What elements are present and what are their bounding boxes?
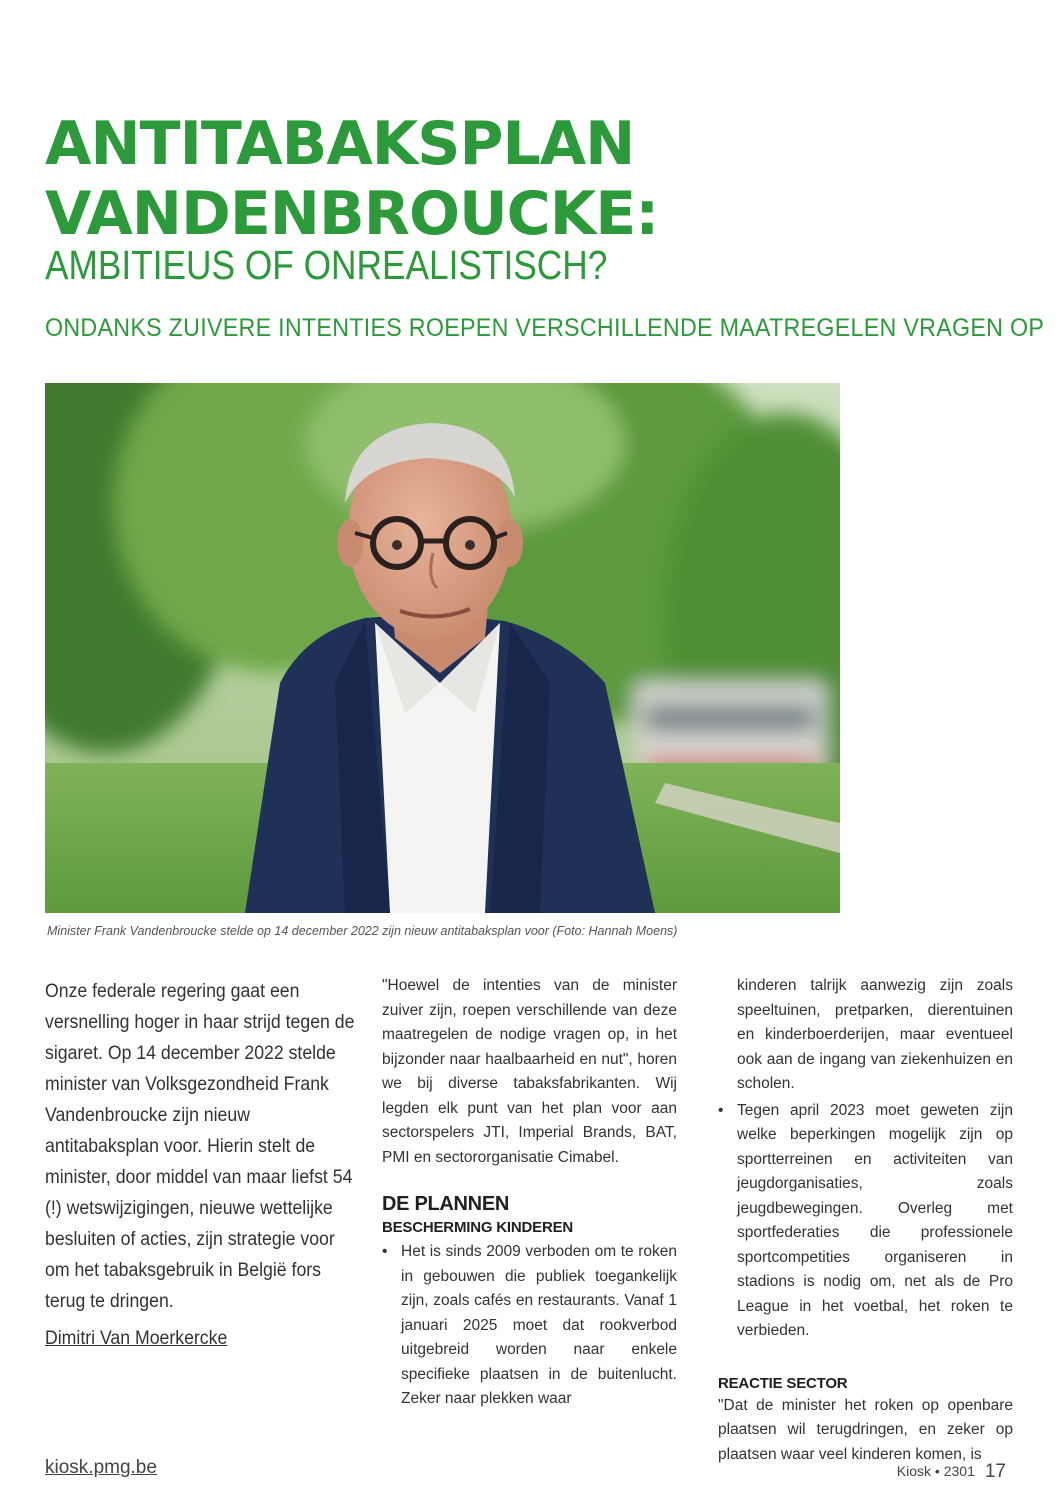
list-item-text: Tegen april 2023 moet geweten zijn welke beperkingen mogelijk zijn op sportterreinen en activiteiten van jeugdorganisaties, zoals jeugdbewegingen. Overleg met sportfederaties die professionele sportcompetities organiseren in stadions is nodig om, net als de Pro League in het voetbal, het roken te verbieden. bbox=[737, 1101, 1013, 1339]
plans-list-continued bbox=[718, 1099, 1013, 1344]
website-link[interactable]: kiosk.pmg.be bbox=[45, 1457, 157, 1478]
subheading-reactie-sector: REACTIE SECTOR bbox=[718, 1374, 848, 1392]
bullet-icon: • bbox=[382, 1243, 388, 1260]
subheading-bescherming-kinderen: BESCHERMING KINDEREN bbox=[382, 1219, 574, 1236]
list-item bbox=[718, 1099, 1013, 1344]
quote-paragraph: "Hoewel de intenties van de minister zuiver zijn, roepen verschillende van deze maatregelen de nodige vragen op, in het bijzonder naar haalbaarheid en nut", horen we bij diverse tabaksfabrikanten. Wij legden elk punt van het plan voor aan sectorspelers JTI, Imperial Brands, BAT, PMI en sectororganisatie Cimabel. bbox=[382, 977, 677, 1166]
bullet-icon: • bbox=[718, 1101, 724, 1119]
reaction-paragraph: "Dat de minister het roken op openbare plaatsen wil terugdringen, en zeker op plaatsen waar veel kinderen komen, is bbox=[718, 1396, 1013, 1463]
author-link[interactable]: Dimitri Van Moerkercke bbox=[45, 1328, 228, 1349]
headline-line-2: VANDENBROUCKE: bbox=[45, 179, 659, 249]
headline-line-1: ANTITABAKSPLAN bbox=[45, 109, 635, 179]
article-subtitle: ONDANKS ZUIVERE INTENTIES ROEPEN VERSCHILLENDE MAATREGELEN VRAGEN OP bbox=[45, 314, 1045, 342]
photo-caption: Minister Frank Vandenbroucke stelde op 14 december 2022 zijn nieuw antitabaksplan voor (Foto: Hannah Moens) bbox=[47, 924, 678, 938]
list-item-continued: kinderen talrijk aanwezig zijn zoals speeltuinen, pretparken, dierentuinen en kinderboerderijen, maar eventueel ook aan de ingang van ziekenhuizen en scholen. bbox=[737, 977, 1013, 1092]
issue-label: Kiosk • 2301 bbox=[896, 1463, 975, 1479]
page-footer bbox=[897, 1460, 1006, 1482]
list-item bbox=[382, 1240, 677, 1412]
section-heading-plannen: DE PLANNEN bbox=[382, 1193, 510, 1215]
headline-line-3: AMBITIEUS OF ONREALISTISCH? bbox=[45, 242, 608, 288]
article-intro: Onze federale regering gaat een versnelling hoger in haar strijd tegen de sigaret. Op 14 december 2022 stelde minister van Volksgezondheid Frank Vandenbroucke zijn nieuw antitabaksplan voor. Hierin stelt de minister, door middel van maar liefst 54 (!) wetswijzigingen, nieuwe wettelijke besluiten of acties, zijn strategie voor om het tabaksgebruik in België fors terug te dringen. bbox=[45, 981, 355, 1312]
page-number: 17 bbox=[984, 1461, 1006, 1482]
article-column-2 bbox=[382, 974, 677, 1412]
minister-photo bbox=[45, 383, 840, 913]
article-column-3 bbox=[718, 974, 1013, 1467]
plans-list bbox=[382, 1240, 677, 1412]
list-item-text: Het is sinds 2009 verboden om te roken in gebouwen die publiek toegankelijk zijn, zoals cafés en restaurants. Vanaf 1 januari 2025 moet dat rookverbod uitgebreid worden naar enkele specifieke plaatsen in de buitenlucht. Zeker naar plekken waar bbox=[401, 1243, 677, 1407]
